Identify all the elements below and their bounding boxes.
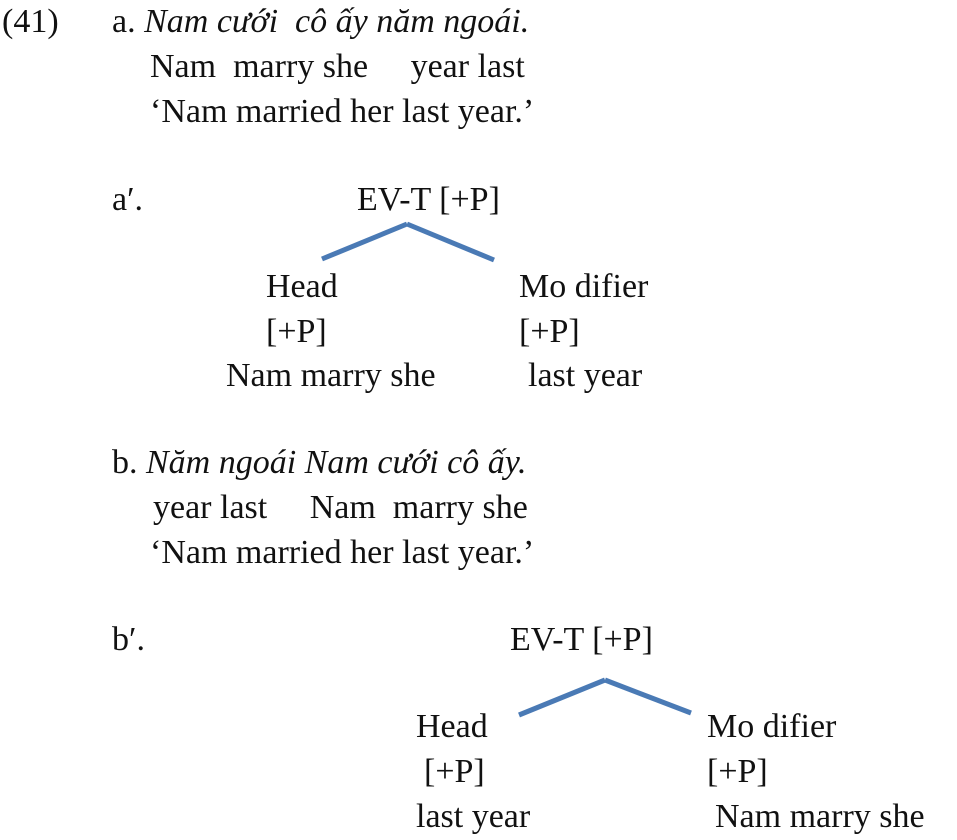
example-a-sentence: Nam cưới cô ấy năm ngoái. xyxy=(144,3,530,40)
example-a-translation: ‘Nam married her last year.’ xyxy=(150,93,535,130)
tree-a-right-branch xyxy=(407,224,494,260)
example-a-gloss: Nam marry she year last xyxy=(150,48,525,85)
tree-a-head-words: Nam marry she xyxy=(226,357,436,394)
tree-b-modifier-label: Mo difier xyxy=(707,708,837,745)
tree-b-letter: b′. xyxy=(112,621,145,658)
example-b-sentence: Năm ngoái Nam cưới cô ấy. xyxy=(146,444,527,481)
example-b-gloss: year last Nam marry she xyxy=(153,489,528,526)
tree-b-head-label: Head xyxy=(416,708,488,745)
tree-b-head-feature: [+P] xyxy=(424,753,485,790)
tree-a-root: EV-T [+P] xyxy=(357,181,500,218)
tree-a-head-label: Head xyxy=(266,268,338,305)
example-a-letter: a. xyxy=(112,3,136,40)
tree-b-modifier-words: Nam marry she xyxy=(715,798,925,835)
tree-b-right-branch xyxy=(605,680,691,713)
example-b-letter: b. xyxy=(112,444,138,481)
tree-a-modifier-words: last year xyxy=(528,357,643,394)
tree-a-letter: a′. xyxy=(112,181,144,218)
tree-a-head-feature: [+P] xyxy=(266,313,327,350)
tree-b-modifier-feature: [+P] xyxy=(707,753,768,790)
tree-b-left-branch xyxy=(519,680,605,715)
tree-a-modifier-label: Mo difier xyxy=(519,268,649,305)
tree-a-left-branch xyxy=(322,224,407,259)
tree-b-head-words: last year xyxy=(416,798,531,835)
tree-a-modifier-feature: [+P] xyxy=(519,313,580,350)
example-number: (41) xyxy=(2,3,59,40)
tree-b-root: EV-T [+P] xyxy=(510,621,653,658)
example-b-translation: ‘Nam married her last year.’ xyxy=(150,534,535,571)
